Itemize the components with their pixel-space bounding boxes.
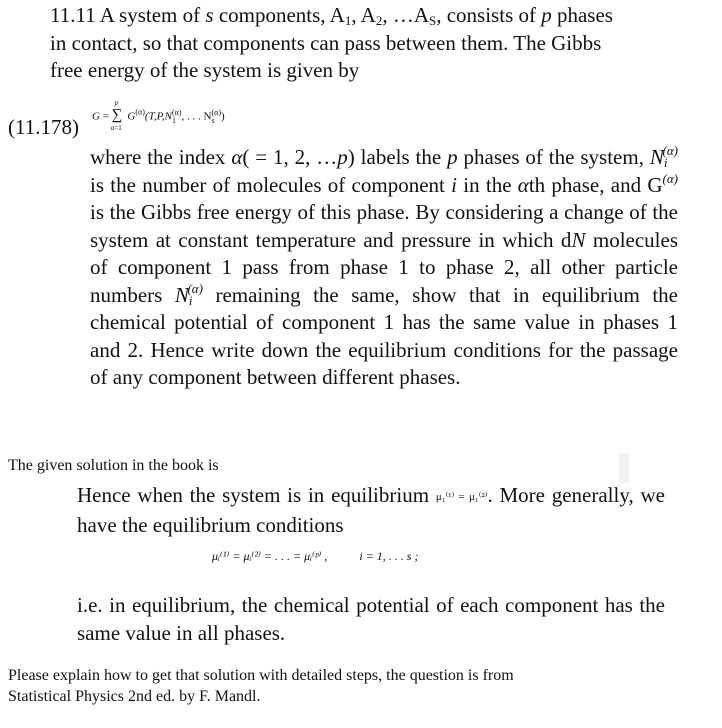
- problem-body-paragraph: where the index α( = 1, 2, …p) labels the p phases of the system, $N_i^{(\alpha)}$ is the number of molecules of component i in the αth phase, and $G^{(\alpha)}$ is the Gibbs free energy of this phase. By considering a change of the system at constant temperature and pressure in which dN molecules of component 1 pass from phase 1 to phase 2, all other particle numbers $N_i^{(\alpha)}$ remaining the same, show that in equilibrium the chemical potential of component 1 has the same value in phases 1 and 2. Hence write down the equilibrium conditions for the passage of any component between different phases.: [90, 143, 679, 389]
- solution-intro: The given solution in the book is: [8, 457, 219, 474]
- solution-paragraph-2: i.e. in equilibrium, the chemical potential of each component has the same value in all phases.: [77, 593, 665, 645]
- equation-11-178: G = p ∑ α=1 $G^{(\alpha)}(T,P,N$ (α) 1 , . . . N (α) s ): [92, 99, 225, 132]
- solution-paragraph-1: Hence when the system is in equilibrium μ₁⁽¹⁾ = μ₁⁽²⁾. More generally, we have the equilibrium conditions: [77, 483, 665, 537]
- request-text: Please explain how to get that solution with detailed steps, the question is from Statistical Physics 2nd ed. by F. Mandl.: [8, 667, 514, 705]
- problem-line-2: in contact, so that components can pass between them. The Gibbs: [50, 30, 602, 55]
- problem-line-3: free energy of the system is given by: [50, 58, 360, 82]
- mu-equality: μ₁⁽¹⁾ = μ₁⁽²⁾: [435, 491, 488, 503]
- faint-block: [619, 453, 629, 483]
- eq-lhs: G: [92, 110, 100, 123]
- summation-symbol: p ∑ α=1: [110, 99, 123, 132]
- problem-statement: [50, 2, 680, 85]
- equation-label: (11.178): [8, 115, 79, 139]
- equilibrium-conditions: μᵢ⁽¹⁾ = μᵢ⁽²⁾ = . . . = μᵢ⁽ᵖ⁾ , i = 1, . . . s ;: [212, 549, 419, 563]
- problem-line-1: 11.11 A system of s components, $A_1$, $A_2$, $\dots A_S$, consists of p phases: [50, 3, 613, 28]
